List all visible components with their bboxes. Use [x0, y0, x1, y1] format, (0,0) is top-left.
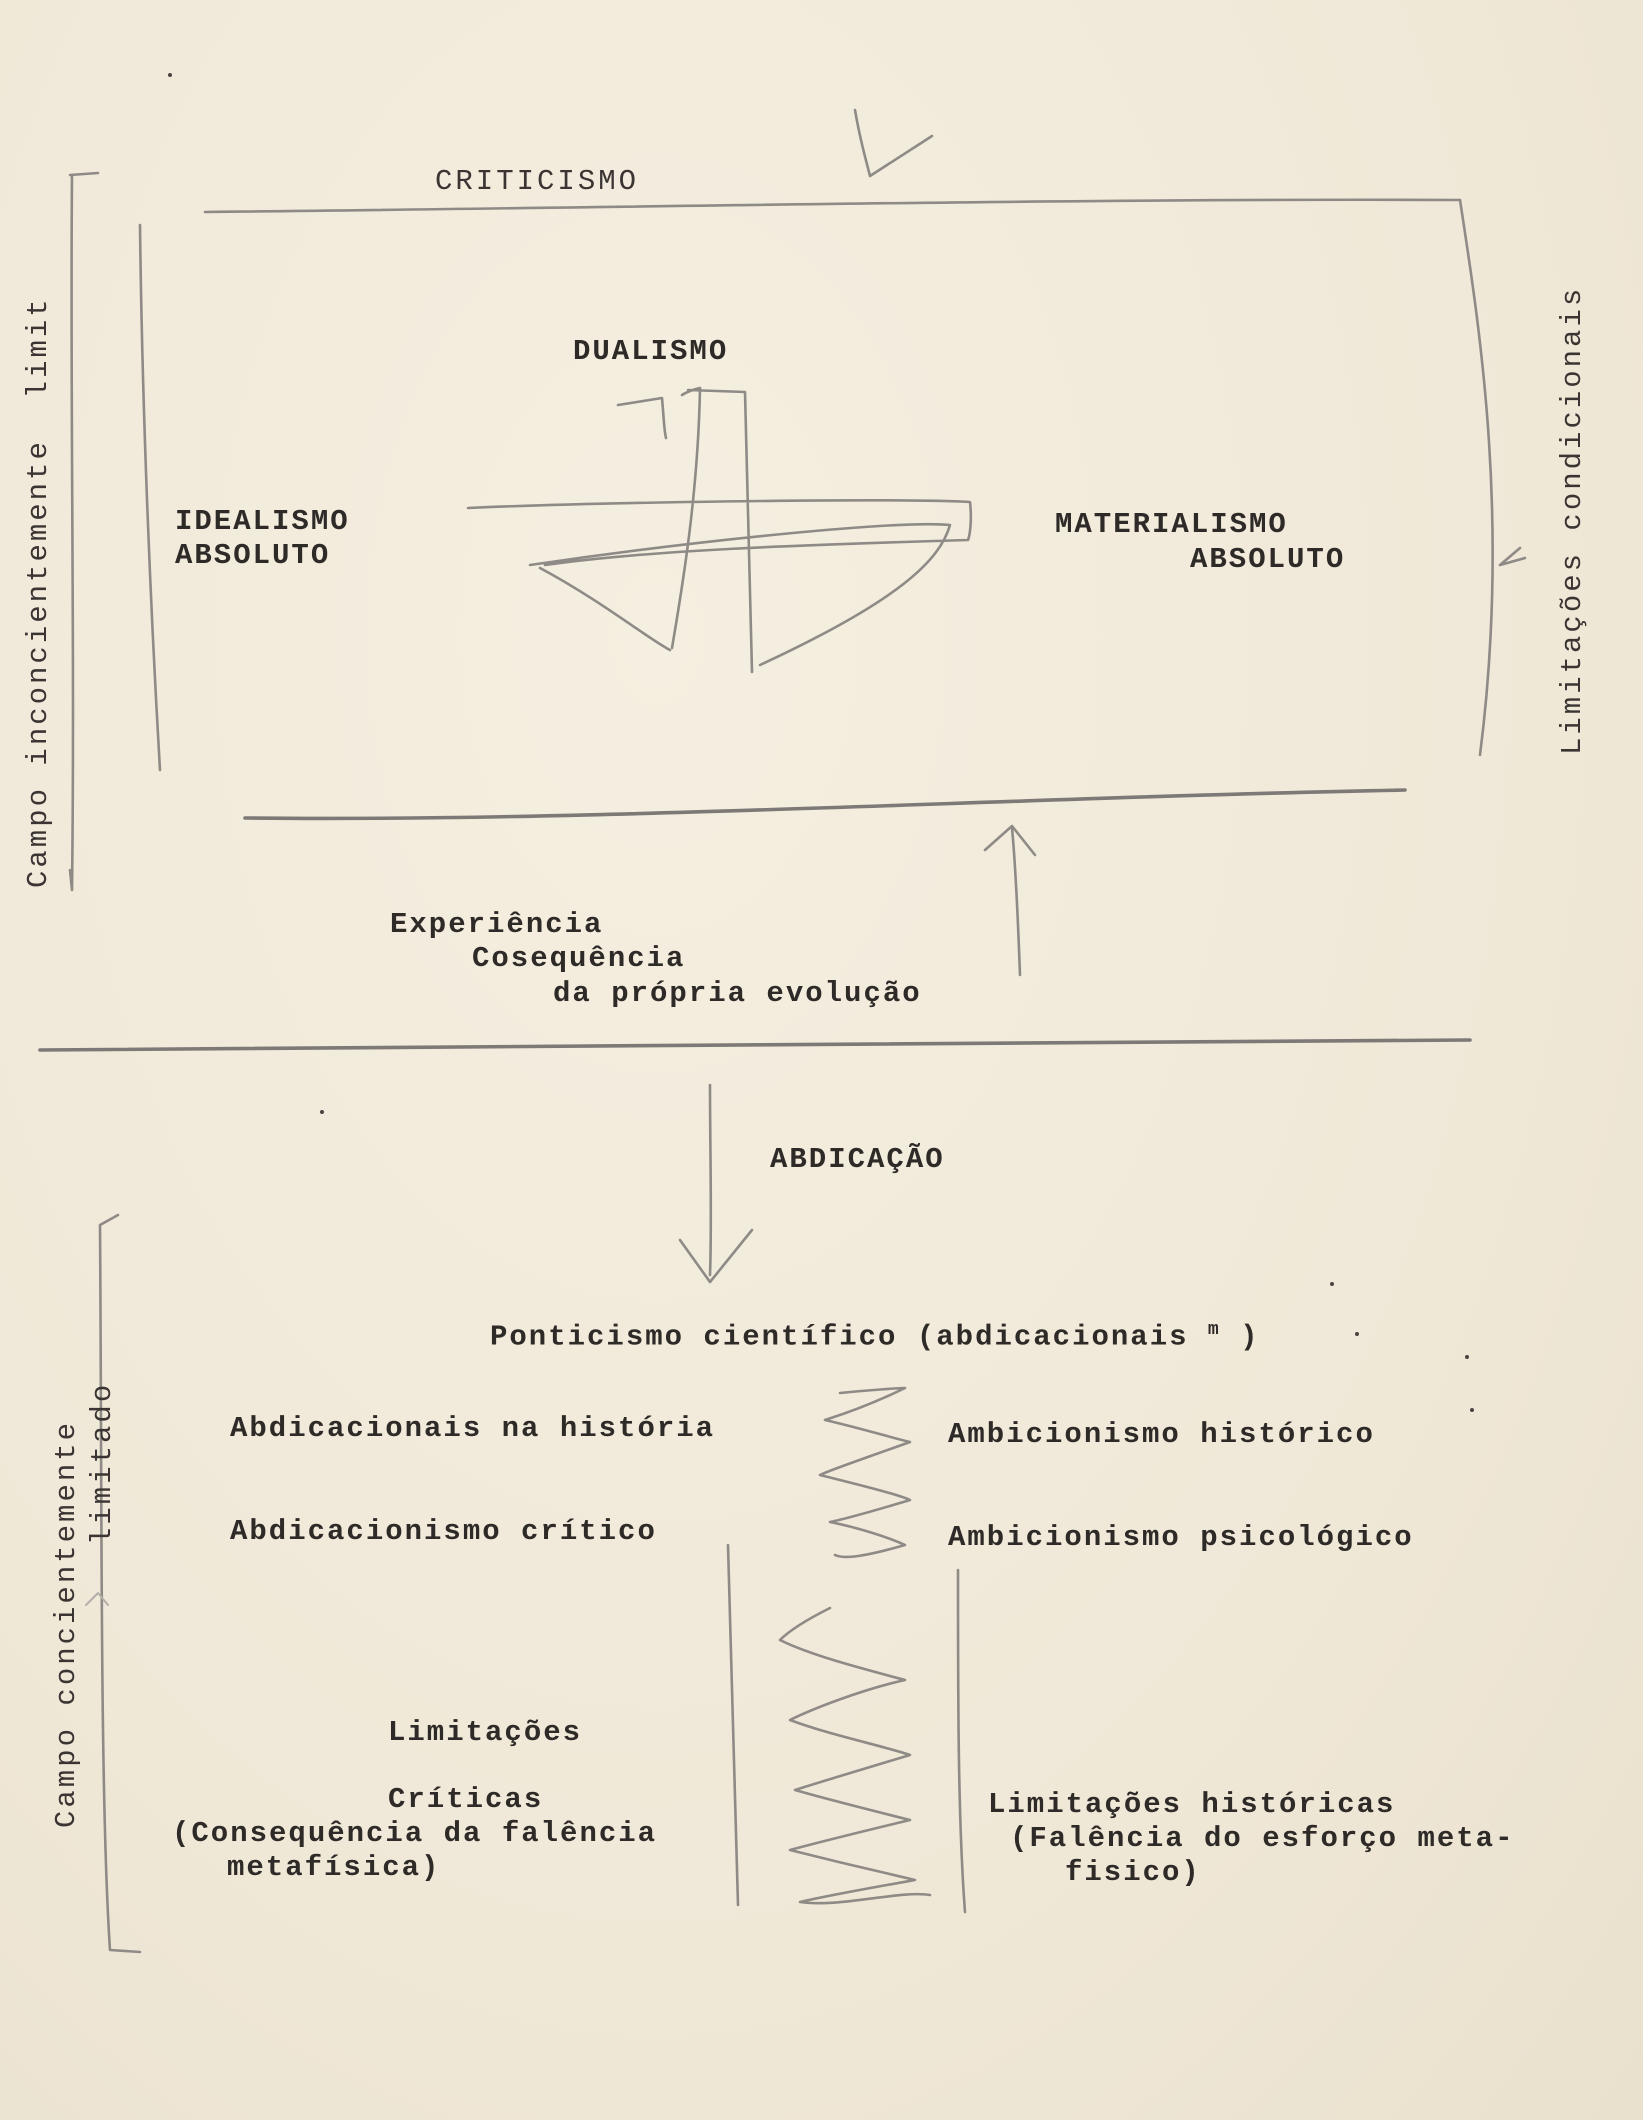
arrow-experiencia — [985, 826, 1035, 975]
limitacoes-left-line-4: metafísica) — [227, 1851, 441, 1884]
zigzag-upper — [820, 1388, 910, 1557]
idealismo-absoluto-label: ABSOLUTO — [175, 539, 331, 572]
dualismo-label: DUALISMO — [573, 335, 729, 368]
ink-speck — [1355, 1332, 1359, 1336]
divider-left — [728, 1545, 738, 1905]
ponticismo-mark: m — [1207, 1320, 1221, 1340]
small-caret — [86, 1593, 108, 1605]
arrow-criticismo — [855, 110, 932, 176]
left-bracket-bottom — [100, 1215, 140, 1952]
upper-box-right-side — [1460, 200, 1493, 755]
ambicionismo-psicologico-label: Ambicionismo psicológico — [948, 1521, 1414, 1554]
left-bracket-top — [70, 173, 98, 890]
ink-speck — [168, 73, 172, 77]
ambicionismo-historico-label: Ambicionismo histórico — [948, 1418, 1375, 1451]
limitacoes-left-line-2: Críticas — [388, 1783, 544, 1816]
arrow-abdicacao — [680, 1085, 752, 1282]
ponticismo-close: ) — [1240, 1320, 1260, 1354]
limitacoes-left-line-1: Limitações — [388, 1716, 583, 1749]
left-side-label-top: Campo inconcientemente limit — [22, 296, 55, 888]
left-side-label-bottom-2: limitado — [86, 1381, 119, 1545]
limitacoes-left-line-3: (Consequência da falência — [172, 1817, 658, 1850]
limitacoes-right-line-1: Limitações históricas — [988, 1788, 1396, 1821]
ink-speck — [1470, 1408, 1474, 1412]
ponticismo-label — [490, 1313, 1260, 1355]
abdicacionismo-critico-label: Abdicacionismo crítico — [230, 1515, 657, 1548]
upper-box-bottom — [245, 790, 1405, 818]
materialismo-label: MATERIALISMO — [1055, 508, 1288, 541]
left-side-label-bottom-1: Campo concientemente — [50, 1419, 83, 1828]
upper-box-left-side — [140, 225, 160, 770]
abdicacao-label: ABDICAÇÃO — [770, 1143, 945, 1176]
ink-speck — [1330, 1282, 1334, 1286]
separator-line — [40, 1040, 1470, 1050]
experiencia-line-2: Cosequência — [472, 942, 686, 975]
right-side-label: Limitações condicionais — [1556, 285, 1589, 755]
arrow-right-side — [1500, 548, 1525, 565]
experiencia-line-3: da própria evolução — [553, 977, 922, 1010]
limitacoes-right-line-2: (Falência do esforço meta- — [1010, 1822, 1515, 1855]
zigzag-lower — [780, 1608, 930, 1903]
limitacoes-right-line-3: fisico) — [1065, 1856, 1201, 1889]
divider-right — [958, 1570, 965, 1912]
criticismo-label: CRITICISMO — [435, 165, 640, 198]
ponticismo-text: Ponticismo científico (abdicacionais — [490, 1320, 1189, 1354]
materialismo-absoluto-label: ABSOLUTO — [1190, 543, 1346, 576]
dualismo-sketch — [468, 388, 971, 672]
idealismo-label: IDEALISMO — [175, 505, 350, 538]
ink-speck — [1465, 1355, 1469, 1359]
ink-speck — [320, 1110, 324, 1114]
upper-box-top — [205, 200, 1460, 212]
abdicacionais-historia-label: Abdicacionais na história — [230, 1412, 716, 1445]
experiencia-line-1: Experiência — [390, 908, 604, 941]
